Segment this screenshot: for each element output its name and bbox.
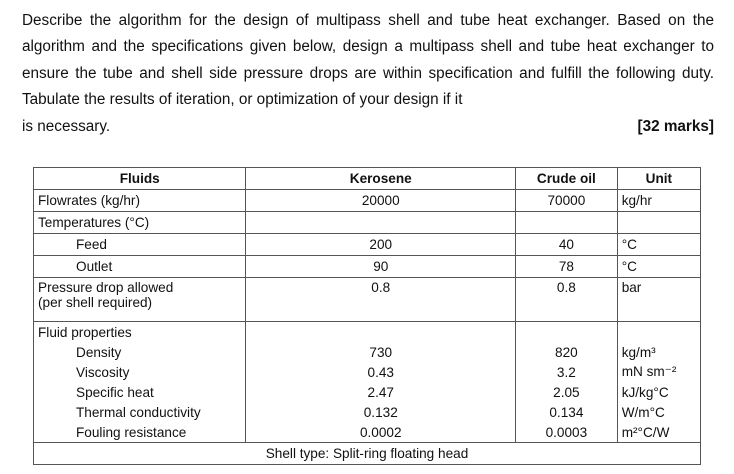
question-last-line <box>22 114 714 140</box>
table-row-pressure-drop <box>34 278 701 322</box>
table-row-shell-type <box>34 443 701 465</box>
question-text <box>22 8 714 140</box>
unit-value: mN sm⁻² <box>617 362 700 382</box>
row-label <box>34 278 246 322</box>
row-label: Fouling resistance <box>34 422 246 443</box>
crude-value: 3.2 <box>516 362 618 382</box>
crude-value: 0.0003 <box>516 422 618 443</box>
row-label: Outlet <box>34 256 246 278</box>
table-row-specific-heat <box>34 382 701 402</box>
row-label: Thermal conductivity <box>34 402 246 422</box>
row-label: Flowrates (kg/hr) <box>34 190 246 212</box>
table-row-fouling-resistance <box>34 422 701 443</box>
unit-value: °C <box>617 256 700 278</box>
unit-value: °C <box>617 234 700 256</box>
row-label: Temperatures (°C) <box>34 212 246 234</box>
table-row-outlet <box>34 256 701 278</box>
header-kerosene: Kerosene <box>246 168 516 190</box>
question-last-text: is necessary. <box>22 117 111 135</box>
row-label: Viscosity <box>34 362 246 382</box>
crude-value: 820 <box>516 342 618 362</box>
unit-value: kg/hr <box>617 190 700 212</box>
crude-value: 40 <box>516 234 618 256</box>
kerosene-value: 730 <box>246 342 516 362</box>
shell-type: Shell type: Split-ring floating head <box>34 443 701 465</box>
row-label: Density <box>34 342 246 362</box>
unit-value: bar <box>617 278 700 322</box>
specification-table <box>33 167 701 465</box>
kerosene-value: 0.0002 <box>246 422 516 443</box>
unit-value: m²°C/W <box>617 422 700 443</box>
kerosene-value: 0.132 <box>246 402 516 422</box>
row-label-line2: (per shell required) <box>38 295 153 310</box>
kerosene-value: 2.47 <box>246 382 516 402</box>
question-body: Describe the algorithm for the design of multipass shell and tube heat exchanger. Based on the algorithm and the specifications given below, design a multipass shell and tube heat exchanger to ensure the tube and shell side pressure drops are within specification and fulfill the following duty. Tabulate the results of iteration, or optimization of your design if it <box>22 12 714 109</box>
kerosene-value: 90 <box>246 256 516 278</box>
unit-value: kg/m³ <box>617 342 700 362</box>
table-row-feed <box>34 234 701 256</box>
crude-value: 0.134 <box>516 402 618 422</box>
crude-value: 2.05 <box>516 382 618 402</box>
table-header-row <box>34 168 701 190</box>
header-crude-oil: Crude oil <box>516 168 618 190</box>
kerosene-value: 20000 <box>246 190 516 212</box>
crude-value: 0.8 <box>516 278 618 322</box>
crude-value: 70000 <box>516 190 618 212</box>
table-row-viscosity <box>34 362 701 382</box>
table-row-temperatures <box>34 212 701 234</box>
unit-value: W/m°C <box>617 402 700 422</box>
table-row-density <box>34 342 701 362</box>
table-row-thermal-conductivity <box>34 402 701 422</box>
unit-value: kJ/kg°C <box>617 382 700 402</box>
marks-label: [32 marks] <box>637 117 714 135</box>
kerosene-value: 0.8 <box>246 278 516 322</box>
table-row-fluid-properties <box>34 322 701 343</box>
row-label: Specific heat <box>34 382 246 402</box>
row-label: Feed <box>34 234 246 256</box>
row-label-line1: Pressure drop allowed <box>38 280 174 295</box>
kerosene-value: 200 <box>246 234 516 256</box>
row-label: Fluid properties <box>34 322 246 343</box>
kerosene-value: 0.43 <box>246 362 516 382</box>
header-unit: Unit <box>617 168 700 190</box>
table-row-flowrates <box>34 190 701 212</box>
header-fluids: Fluids <box>34 168 246 190</box>
crude-value: 78 <box>516 256 618 278</box>
